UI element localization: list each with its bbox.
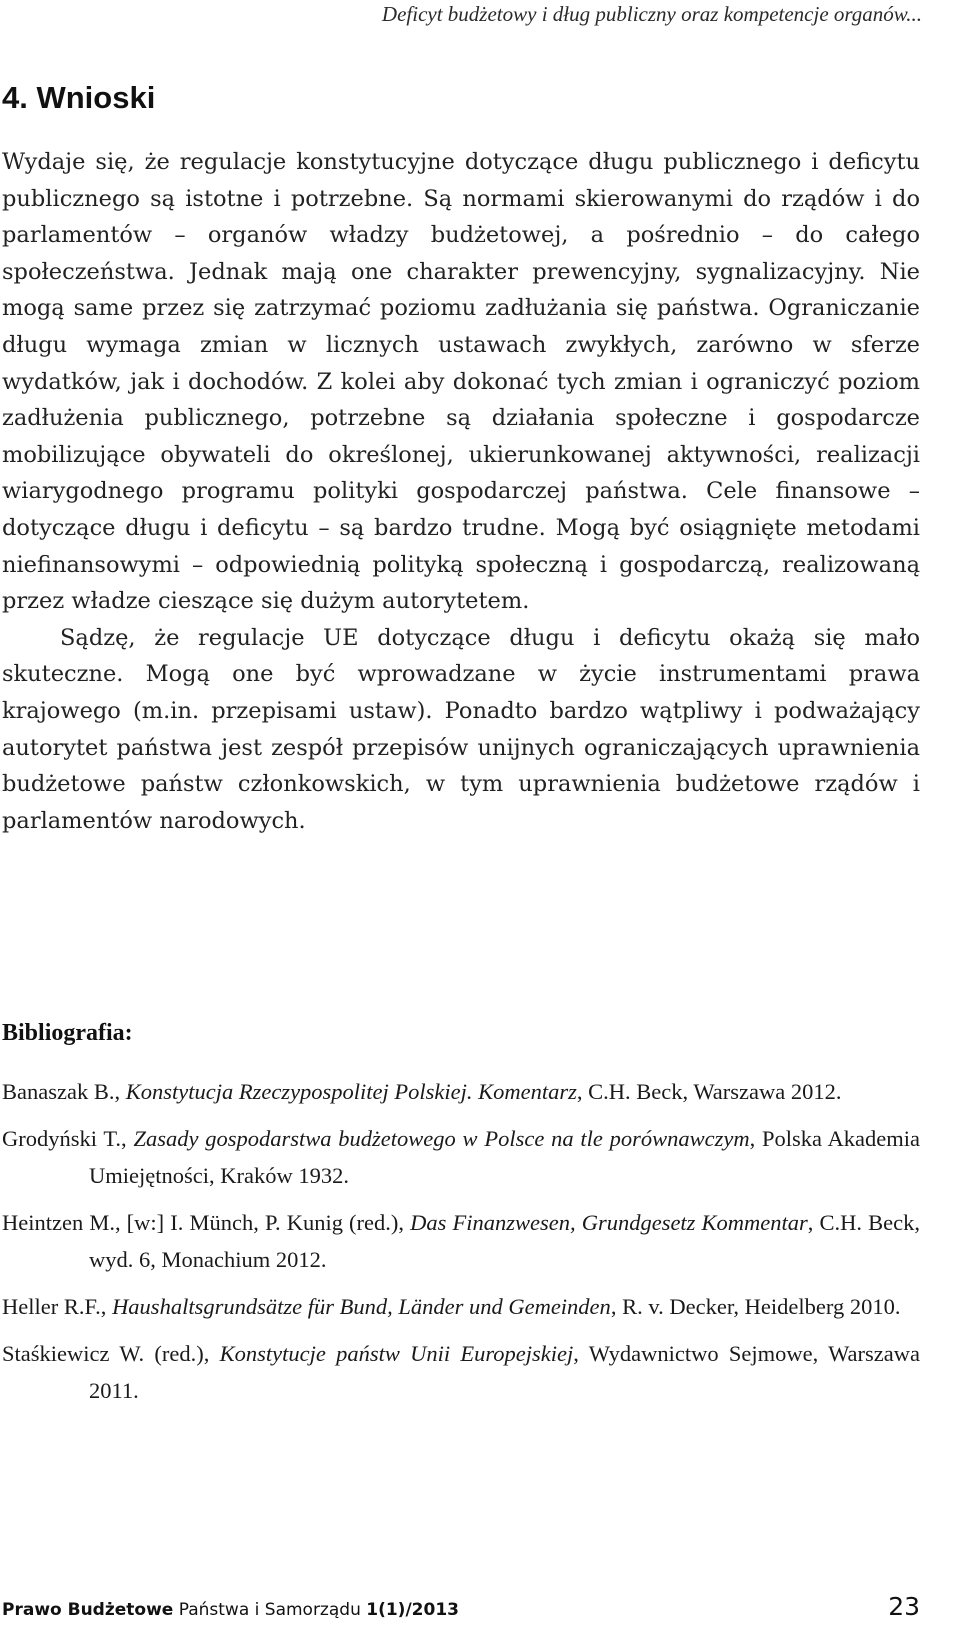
entry-publisher: , C.H. Beck, Warszawa 2012. [576, 1079, 842, 1104]
entry-publisher: , C.H. Beck, wyd. 6, Monachium 2012. [89, 1210, 920, 1272]
journal-subtitle: Państwa i Samorządu [178, 1600, 361, 1620]
entry-publisher: , Wydawnictwo Sejmowe, Warszawa 2011. [89, 1341, 920, 1403]
running-header: Deficyt budżetowy i dług publiczny oraz kompetencje organów... [381, 2, 922, 26]
bibliography-entry [2, 1204, 920, 1278]
entry-publisher: , R. v. Decker, Heidelberg 2010. [610, 1294, 901, 1319]
journal-issue: 1(1)/2013 [366, 1600, 459, 1620]
paragraph-1: Wydaje się, że regulacje konstytucyjne dotyczące długu publicznego i deficytu publicznego są istotne i potrzebne. Są normami skierowanymi do rządów i do parlamentów – organów władzy budżetowej, a pośrednio – do całego społeczeństwa. Jednak mają one charakter prewencyjny, sygnalizacyjny. Nie mogą same przez się zatrzymać poziomu zadłużania się państwa. Ograniczanie długu wymaga zmian w licznych ustawach zwykłych, zarówno w sferze wydatków, jak i dochodów. Z kolei aby dokonać tych zmian i ograniczyć poziom zadłużenia publicznego, potrzebne są działania społeczne i gospodarcze mobilizujące obywateli do określonej, ukierunkowanej aktywności, realizacji wiarygodnego programu polityki gospodarczej państwa. Cele finansowe – dotyczące długu i deficytu – są bardzo trudne. Mogą być osiągnięte metodami niefinansowymi – odpowiednią polityką społeczną i gospodarczą, realizowaną przez władze cieszące się dużym autorytetem. [2, 149, 920, 615]
page-number: 23 [888, 1592, 920, 1621]
entry-title: Haushaltsgrundsätze für Bund, Länder und Gemeinden [112, 1294, 611, 1319]
bibliography-entry [2, 1335, 920, 1409]
entry-author: Heller R.F., [2, 1294, 113, 1319]
bibliography-entry [2, 1288, 920, 1325]
entry-publisher: , Polska Akademia Umiejętności, Kraków 1932. [89, 1126, 921, 1188]
entry-title: Das Finanzwesen, Grundgesetz Kommentar [410, 1210, 808, 1235]
body-text [2, 144, 920, 839]
paragraph-2: Sądzę, że regulacje UE dotyczące długu i deficytu okażą się mało skuteczne. Mogą one być wprowadzane w życie instrumentami prawa krajowego (m.in. przepisami ustaw). Ponadto bardzo wątpliwy i podważający autorytet państwa jest zespół przepisów unijnych ograniczających uprawnienia budżetowe państw członkowskich, w tym uprawnienia budżetowe rządów i parlamentów narodowych. [2, 624, 920, 834]
bibliography-list [2, 1073, 920, 1419]
bibliography-entry [2, 1120, 920, 1194]
entry-author: Heintzen M., [w:] I. Münch, P. Kunig (red.), [2, 1210, 411, 1235]
entry-title: Konstytucje państw Unii Europejskiej [219, 1341, 574, 1366]
entry-author: Grodyński T., [2, 1126, 134, 1151]
entry-author: Banaszak B., [2, 1079, 126, 1104]
bibliography-heading: Bibliografia: [2, 1020, 133, 1046]
entry-title: Konstytucja Rzeczypospolitej Polskiej. Komentarz [125, 1079, 577, 1104]
entry-author: Staśkiewicz W. (red.), [2, 1341, 220, 1366]
section-title: 4. Wnioski [2, 80, 156, 115]
page-footer [0, 1592, 920, 1626]
journal-name [2, 1600, 459, 1620]
journal-brand: Prawo Budżetowe [2, 1600, 174, 1620]
entry-title: Zasady gospodarstwa budżetowego w Polsce na tle porównawczym [133, 1126, 750, 1151]
bibliography-entry [2, 1073, 920, 1110]
